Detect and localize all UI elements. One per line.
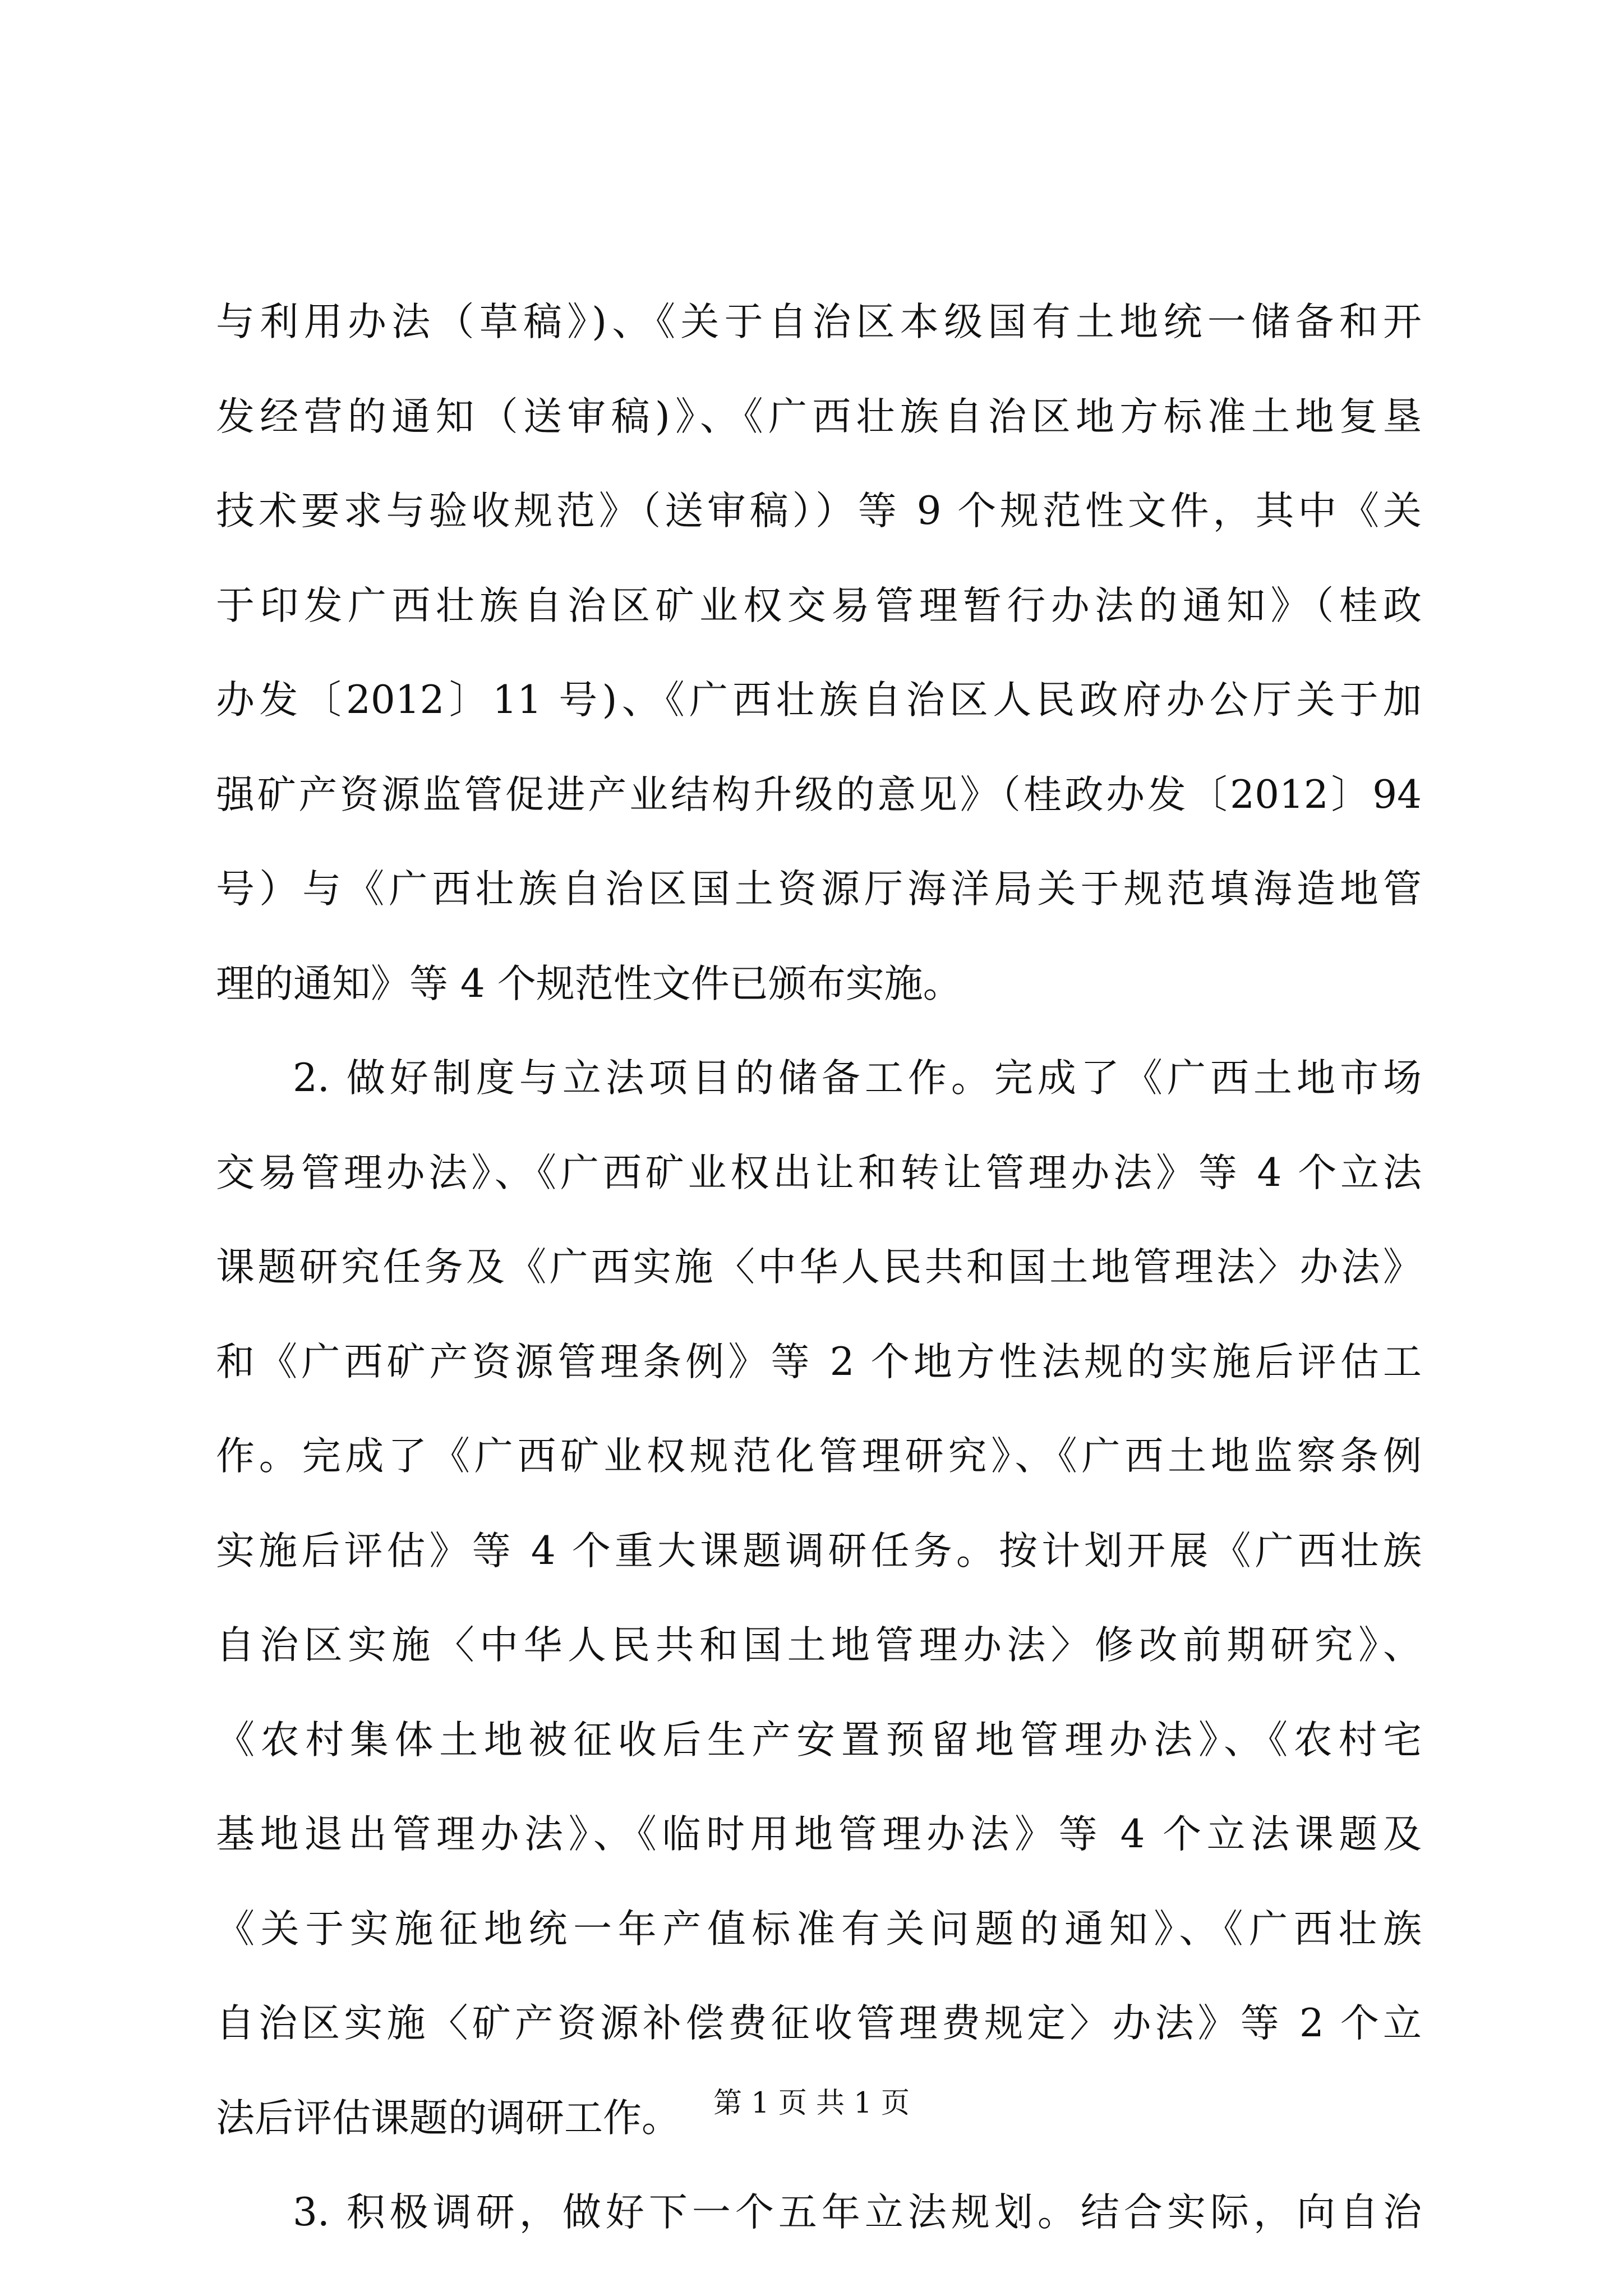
text-line: 基地退出管理办法》、《临时用地管理办法》等 4 个立法课题及	[216, 1812, 1422, 1857]
text-line: 于印发广西壮族自治区矿业权交易管理暂行办法的通知》（桂政	[216, 583, 1422, 628]
text-line: 自治区实施〈中华人民共和国土地管理办法〉修改前期研究》、	[216, 1623, 1422, 1668]
text-line: 办发〔2012〕11 号)、《广西壮族自治区人民政府办公厅关于加	[216, 678, 1422, 723]
text-line: 《关于实施征地统一年产值标准有关问题的通知》、《广西壮族	[216, 1906, 1422, 1952]
text-line: 与利用办法（草稿》)、《关于自治区本级国有土地统一储备和开	[216, 300, 1422, 344]
text-line: 实施后评估》等 4 个重大课题调研任务。按计划开展《广西壮族	[216, 1528, 1422, 1573]
text-line: 和《广西矿产资源管理条例》等 2 个地方性法规的实施后评估工	[216, 1339, 1422, 1384]
page-footer: 第 1 页 共 1 页	[713, 2087, 910, 2120]
text-line: 自治区实施〈矿产资源补偿费征收管理费规定〉办法》等 2 个立	[216, 2001, 1422, 2046]
text-line: 发经营的通知（送审稿)》、《广西壮族自治区地方标准土地复垦	[216, 394, 1422, 439]
text-line: 强矿产资源监管促进产业结构升级的意见》（桂政办发〔2012〕94	[216, 772, 1422, 817]
text-line: 作。完成了《广西矿业权规范化管理研究》、《广西土地监察条例	[216, 1434, 1422, 1479]
body-text	[216, 275, 1422, 2260]
paragraph-start-line: 3. 积极调研，做好下一个五年立法规划。结合实际，向自治	[293, 2190, 1422, 2235]
text-line: 《农村集体土地被征收后生产安置预留地管理办法》、《农村宅	[216, 1717, 1422, 1763]
text-line: 技术要求与验收规范》（送审稿））等 9 个规范性文件，其中《关	[216, 489, 1422, 533]
text-line: 课题研究任务及《广西实施〈中华人民共和国土地管理法〉办法》	[216, 1245, 1422, 1290]
paragraph-end-line: 理的通知》等 4 个规范性文件已颁布实施。	[216, 961, 962, 1006]
paragraph-end-line: 法后评估课题的调研工作。	[216, 2095, 680, 2141]
paragraph-start-line: 2. 做好制度与立法项目的储备工作。完成了《广西土地市场	[293, 1056, 1422, 1101]
text-line: 交易管理办法》、《广西矿业权出让和转让管理办法》等 4 个立法	[216, 1150, 1422, 1195]
text-line: 号）与《广西壮族自治区国土资源厅海洋局关于规范填海造地管	[216, 867, 1422, 912]
